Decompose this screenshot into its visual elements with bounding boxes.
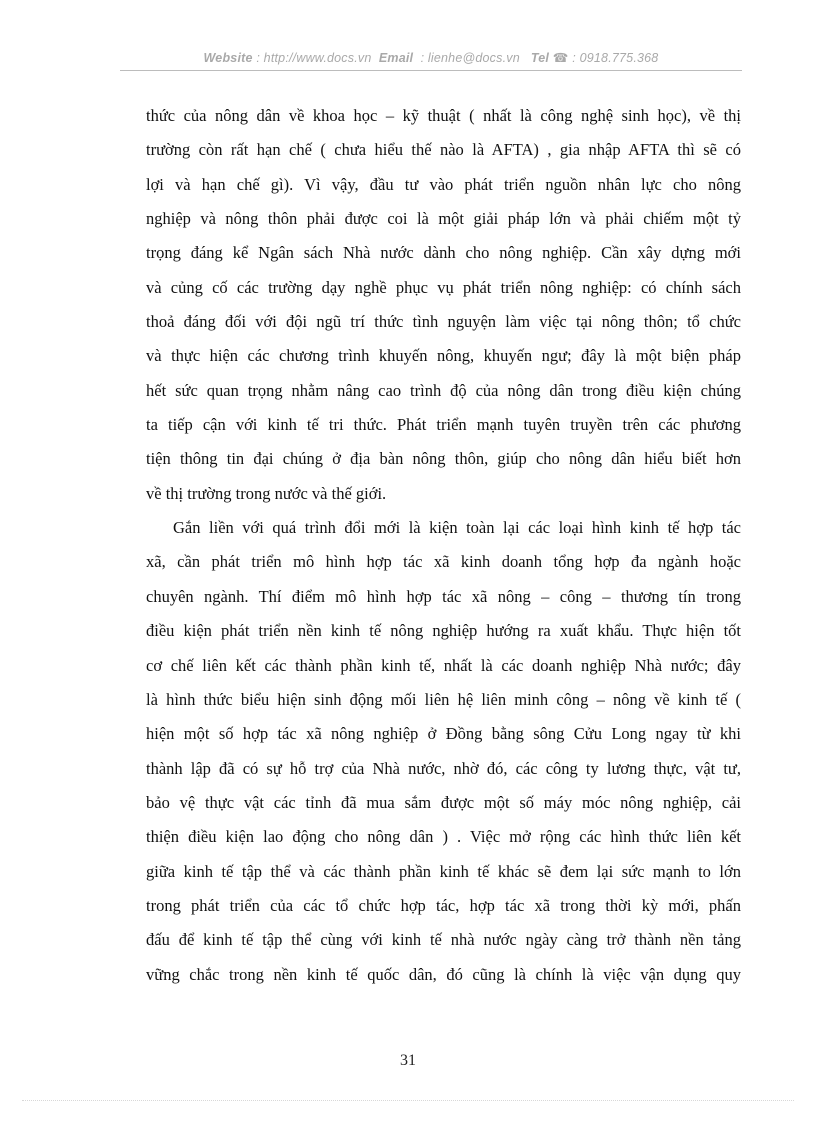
body-text [146,99,741,992]
tel-number: 0918.775.368 [579,51,659,65]
text-line-15: chuyên ngành. Thí điểm mô hình hợp tác xã nông – công – thương tín trong [146,586,741,606]
text-line-11: tiện thông tin đại chúng ở địa bàn nông thôn, giúp cho nông dân hiểu biết hơn [146,449,741,469]
page-header [120,50,742,65]
text-line-21: bảo vệ thực vật các tỉnh đã mua sắm được một số máy móc nông nghiệp, cải [146,792,741,812]
header-divider [120,70,742,71]
website-url[interactable]: http://www.docs.vn [263,51,372,65]
text-line-16: điều kiện phát triển nền kinh tế nông nghiệp hướng ra xuất khẩu. Thực hiện tốt [146,621,741,641]
text-line-5: trọng đáng kể Ngân sách Nhà nước dành cho nông nghiệp. Cần xây dựng mới [146,243,741,263]
text-line-1: thức của nông dân về khoa học – kỹ thuật ( nhất là công nghệ sinh học), về thị [146,106,741,125]
text-line-9: hết sức quan trọng nhằm nâng cao trình độ của nông dân trong điều kiện chúng [146,380,741,400]
email-address[interactable]: lienhe@docs.vn [427,51,520,65]
phone-icon: ☎ [552,51,569,65]
tel-label: Tel [530,51,550,65]
text-line-4: nghiệp và nông thôn phải được coi là một giải pháp lớn và phải chiếm một tỷ [146,209,741,229]
website-separator: : [252,51,264,65]
text-line-6: và củng cố các trường dạy nghề phục vụ phát triển nông nghiệp: có chính sách [146,277,741,297]
text-line-10: ta tiếp cận với kinh tế tri thức. Phát triển mạnh tuyên truyền trên các phương [146,415,741,435]
tel-separator: : [568,51,580,65]
text-line-8: và thực hiện các chương trình khuyến nông, khuyến ngư; đây là một biện pháp [146,346,741,366]
text-line-7: thoả đáng đối với đội ngũ trí thức tình nguyện làm việc tại nông thôn; tổ chức [146,312,741,332]
text-line-2: trường còn rất hạn chế ( chưa hiểu thế nào là AFTA) , gia nhập AFTA thì sẽ có [146,140,741,160]
website-label: Website [203,51,253,65]
text-line-3: lợi và hạn chế gì). Vì vậy, đầu tư vào phát triển nguồn nhân lực cho nông [146,174,741,194]
text-line-23: giữa kinh tế tập thể và các thành phần kinh tế khác sẽ đem lại sức mạnh to lớn [146,861,741,881]
text-line-20: thành lập đã có sự hỗ trợ của Nhà nước, nhờ đó, các công ty lương thực, vật tư, [146,758,741,778]
text-line-19: hiện một số hợp tác xã nông nghiệp ở Đồng bằng sông Cửu Long ngay từ khi [146,724,741,744]
text-line-26: vững chắc trong nền kinh tế quốc dân, đó cũng là chính là việc vận dụng quy [146,964,741,984]
text-line-14: xã, cần phát triển mô hình hợp tác xã kinh doanh tổng hợp đa ngành hoặc [146,552,741,572]
email-label: Email [378,51,414,65]
email-separator: : [416,51,428,65]
text-line-17: cơ chế liên kết các thành phần kinh tế, nhất là các doanh nghiệp Nhà nước; đây [146,655,741,675]
text-line-12: về thị trường trong nước và thế giới. [146,483,387,503]
page-bottom-border [22,1100,794,1101]
text-line-22: thiện điều kiện lao động cho nông dân ) . Việc mở rộng các hình thức liên kết [146,827,741,847]
text-line-18: là hình thức biểu hiện sinh động mối liên hệ liên minh công – nông về kinh tế ( [146,689,741,709]
text-line-13: Gắn liền với quá trình đổi mới là kiện toàn lại các loại hình kinh tế hợp tác [173,518,741,538]
text-line-24: trong phát triển của các tổ chức hợp tác, hợp tác xã trong thời kỳ mới, phấn [146,895,741,915]
text-line-25: đấu để kinh tế tập thể cùng với kinh tế nhà nước ngày càng trở thành nền tảng [146,930,741,950]
page-number: 31 [400,1052,416,1069]
